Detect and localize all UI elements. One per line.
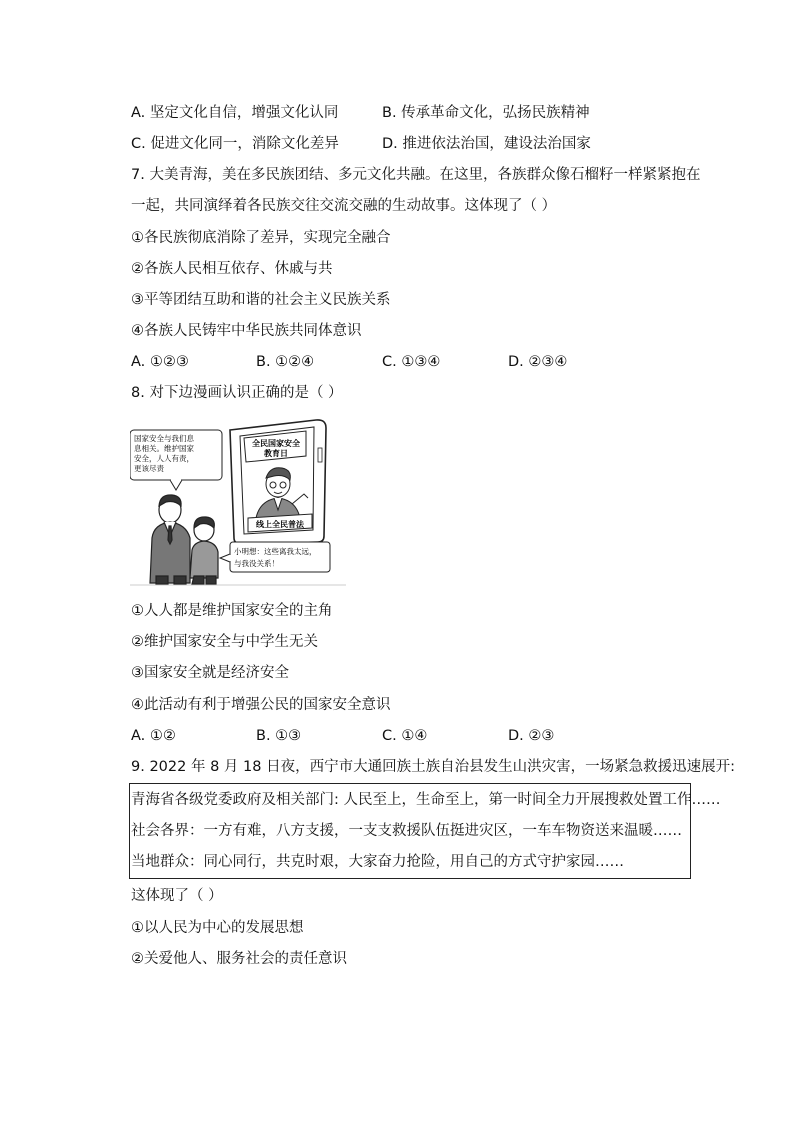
q6-options-row1 xyxy=(131,103,651,123)
adult-speech-bubble xyxy=(130,430,222,490)
q6-option-c: C. 促进文化同一，消除文化差异 xyxy=(131,136,339,152)
child-figure xyxy=(190,517,218,584)
q8-option-c: C. ①④ xyxy=(382,728,428,744)
q7-option-b: B. ①②④ xyxy=(256,354,315,370)
q7-item-2: ②各族人民相互依存、休戚与共 xyxy=(131,261,333,277)
q7-stem-line1: 7. 大美青海，美在多民族团结、多元文化共融。在这里，各族群众像石榴籽一样紧紧抱在 xyxy=(131,167,701,183)
banner-text: 线上全民普法 xyxy=(256,520,304,529)
q8-item-3: ③国家安全就是经济安全 xyxy=(131,665,289,681)
q6-options-row2 xyxy=(131,134,651,154)
q8-stem: 8. 对下边漫画认识正确的是（ ） xyxy=(131,385,343,401)
q8-item-4: ④此活动有利于增强公民的国家安全意识 xyxy=(131,697,391,713)
adult-bubble-line1: 国家安全与我们息 xyxy=(134,434,194,443)
q7-option-c: C. ①③④ xyxy=(382,354,441,370)
q6-option-b: B. 传承革命文化，弘扬民族精神 xyxy=(382,105,590,121)
q7-stem-line2: 一起，共同演绎着各民族交往交流交融的生动故事。这体现了（ ） xyxy=(131,198,557,214)
adult-figure xyxy=(150,495,190,584)
q8-option-d: D. ②③ xyxy=(508,728,555,744)
screen-title-line2: 教育日 xyxy=(264,449,288,458)
q9-material-box xyxy=(129,783,721,879)
q7-options xyxy=(131,352,651,372)
q9-stem: 9. 2022 年 8 月 18 日夜，西宁市大通回族土族自治县发生山洪灾害，一场紧急救援迅速展开: xyxy=(131,759,735,775)
adult-bubble-line3: 安全，人人有责， xyxy=(134,454,194,463)
q8-item-2: ②维护国家安全与中学生无关 xyxy=(131,634,318,650)
q9-box-line-3: 当地群众：同心同行，共克时艰，大家奋力抢险，用自己的方式守护家园…… xyxy=(131,854,624,870)
child-speech-bubble xyxy=(220,542,330,572)
q9-box-line-1: 青海省各级党委政府及相关部门: 人民至上，生命至上，第一时间全力开展搜救处置工作…… xyxy=(131,792,721,808)
q8-options xyxy=(131,726,651,746)
adult-bubble-line4: 更该尽责 xyxy=(134,464,164,473)
q9-item-2: ②关爱他人、服务社会的责任意识 xyxy=(131,951,347,967)
q9-after: 这体现了（ ） xyxy=(131,888,223,904)
q7-item-1: ①各民族彻底消除了差异，实现完全融合 xyxy=(131,230,391,246)
q7-option-a: A. ①②③ xyxy=(131,354,189,370)
child-bubble-line1: 小明想：这些离我太远， xyxy=(234,547,317,556)
q7-item-4: ④各族人民铸牢中华民族共同体意识 xyxy=(131,323,362,339)
child-bubble-line2: 与我没关系！ xyxy=(234,559,279,568)
q7-item-3: ③平等团结互助和谐的社会主义民族关系 xyxy=(131,292,391,308)
q8-item-1: ①人人都是维护国家安全的主角 xyxy=(131,603,333,619)
q6-option-d: D. 推进依法治国，建设法治国家 xyxy=(382,136,591,152)
q9-box-line-2: 社会各界：一方有难，八方支援，一支支救援队伍挺进灾区，一车车物资送来温暖…… xyxy=(131,823,682,839)
q8-option-b: B. ①③ xyxy=(256,728,302,744)
q8-option-a: A. ①② xyxy=(131,728,176,744)
adult-bubble-line2: 息相关。维护国家 xyxy=(134,444,194,453)
q6-option-a: A. 坚定文化自信，增强文化认同 xyxy=(131,105,339,121)
screen-title-line1: 全民国家安全 xyxy=(252,439,300,448)
q9-item-1: ①以人民为中心的发展思想 xyxy=(131,920,304,936)
q7-option-d: D. ②③④ xyxy=(508,354,568,370)
q8-cartoon xyxy=(130,418,346,588)
